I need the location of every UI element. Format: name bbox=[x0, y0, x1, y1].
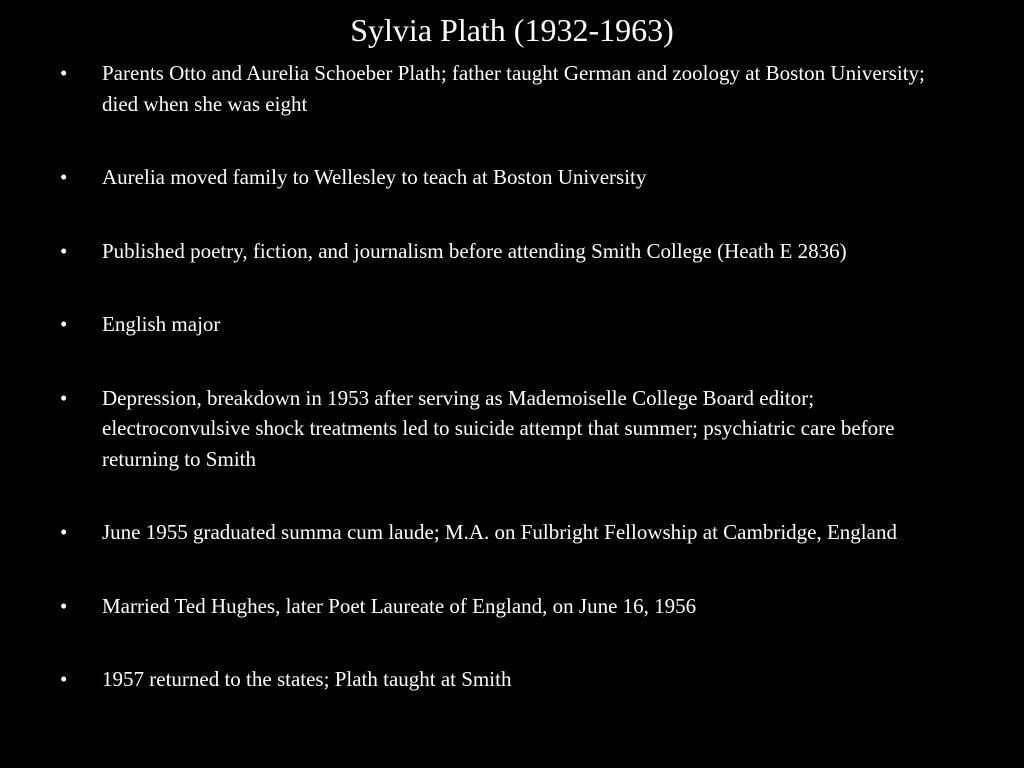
bullet-marker: • bbox=[60, 520, 68, 544]
bullet-text: Published poetry, fiction, and journalism before attending Smith College (Heath E 2836) bbox=[102, 238, 847, 263]
bullet-item bbox=[58, 591, 958, 622]
bullet-item bbox=[58, 517, 958, 548]
bullet-marker: • bbox=[60, 385, 68, 410]
bullet-item bbox=[58, 236, 958, 267]
bullet-text: Depression, breakdown in 1953 after serving as Mademoiselle College Board editor; electroconvulsive shock treatments led to suicide attempt that summer; psychiatric care before returning to Smith bbox=[102, 385, 895, 471]
bullet-item bbox=[58, 309, 958, 340]
bullet-text: English major bbox=[102, 312, 221, 336]
bullet-marker: • bbox=[60, 238, 68, 263]
bullet-marker: • bbox=[60, 593, 68, 618]
bullet-item bbox=[58, 383, 958, 475]
bullet-marker: • bbox=[60, 667, 68, 691]
bullet-marker: • bbox=[60, 165, 68, 189]
bullet-item bbox=[58, 162, 958, 193]
bullet-marker: • bbox=[60, 312, 68, 336]
slide-title: Sylvia Plath (1932-1963) bbox=[350, 12, 674, 48]
bullet-marker: • bbox=[60, 61, 68, 85]
bullet-text: 1957 returned to the states; Plath taught at Smith bbox=[102, 667, 512, 691]
bullet-list bbox=[58, 58, 958, 738]
bullet-text: Parents Otto and Aurelia Schoeber Plath; father taught German and zoology at Boston University; died when she was eight bbox=[102, 61, 925, 116]
bullet-text: June 1955 graduated summa cum laude; M.A. on Fulbright Fellowship at Cambridge, England bbox=[102, 520, 897, 544]
bullet-item bbox=[58, 58, 958, 119]
bullet-item bbox=[58, 664, 958, 695]
bullet-text: Married Ted Hughes, later Poet Laureate of England, on June 16, 1956 bbox=[102, 593, 697, 618]
bullet-text: Aurelia moved family to Wellesley to teach at Boston University bbox=[102, 165, 647, 189]
